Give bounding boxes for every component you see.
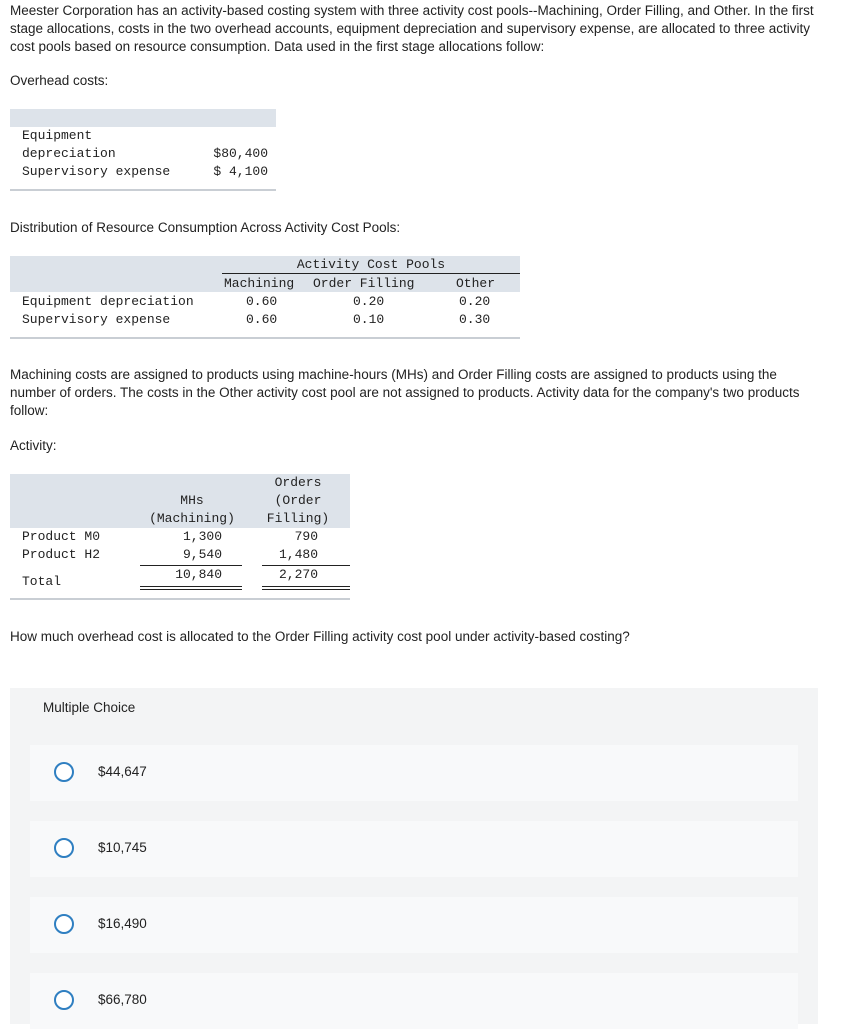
radio-circle-icon[interactable] (54, 838, 74, 858)
overhead-row1-label-b: depreciation (22, 146, 116, 161)
total-double-rule-2a (262, 586, 350, 587)
activity-table-footer (10, 598, 350, 600)
radio-circle-icon[interactable] (54, 762, 74, 782)
total-double-rule-1b (140, 589, 242, 590)
activity-total-v1: 10,840 (175, 567, 222, 582)
col-other: Other (456, 276, 496, 291)
overhead-row2-value: $ 4,100 (213, 164, 268, 179)
choice-option-4[interactable] (30, 973, 798, 1029)
dist-row1-v1: 0.60 (246, 294, 278, 309)
choice-option-1[interactable] (30, 745, 798, 801)
overhead-header-band (10, 109, 276, 127)
overhead-row1-label-a: Equipment (22, 128, 93, 143)
intro-text: Meester Corporation has an activity-based costing system with three activity cost pools--Machining, Order Filling, and Other. In the first stage allocations, costs in the two overhead accounts, equipment depreciation and supervisory expense, are allocated to three activity cost pools based on resource consumption. Data used in the first stage allocations follow: (10, 3, 814, 54)
choice-option-3[interactable] (30, 897, 798, 953)
multiple-choice-panel (10, 688, 818, 1024)
overhead-heading: Overhead costs: (10, 73, 109, 88)
total-double-rule-1a (140, 586, 242, 587)
choice-option-label: $66,780 (98, 992, 147, 1007)
col-orders-line2: (Order (274, 493, 322, 508)
activity-row1-v2: 790 (294, 529, 318, 544)
radio-circle-icon[interactable] (54, 914, 74, 934)
overhead-table-footer (10, 189, 276, 191)
activity-row1-v1: 1,300 (182, 529, 222, 544)
col-mhs-line1: MHs (180, 493, 204, 508)
multiple-choice-title: Multiple Choice (43, 700, 136, 715)
activity-total-v2: 2,270 (278, 567, 318, 582)
dist-row1-v2: 0.20 (353, 294, 385, 309)
col-mhs-line2: (Machining) (149, 511, 235, 526)
activity-total-label: Total (22, 574, 62, 589)
radio-circle-icon[interactable] (54, 990, 74, 1010)
choice-option-label: $10,745 (98, 840, 147, 855)
choice-option-2[interactable] (30, 821, 798, 877)
overhead-row2-label: Supervisory expense (22, 164, 171, 179)
col-order-filling: Order Filling (313, 276, 415, 291)
dist-row2-v3: 0.30 (459, 312, 491, 327)
choice-option-label: $16,490 (98, 916, 147, 931)
activity-row2-v1: 9,540 (182, 547, 222, 562)
dist-row2-v2: 0.10 (353, 312, 385, 327)
group-header-rule (222, 273, 520, 274)
total-double-rule-2b (262, 589, 350, 590)
overhead-row1-value: $80,400 (213, 146, 268, 161)
activity-cost-pools-header: Activity Cost Pools (296, 257, 446, 272)
distribution-table-footer (10, 337, 520, 339)
distribution-heading: Distribution of Resource Consumption Across Activity Cost Pools: (10, 220, 401, 235)
activity-row2-v2: 1,480 (278, 547, 318, 562)
col-orders-line3: Filling) (266, 511, 330, 526)
activity-row1-label: Product M0 (22, 529, 101, 544)
activity-row2-label: Product H2 (22, 547, 101, 562)
question-text: How much overhead cost is allocated to the Order Filling activity cost pool under activity-based costing? (10, 629, 630, 644)
choice-option-label: $44,647 (98, 764, 147, 779)
dist-row2-label: Supervisory expense (22, 312, 171, 327)
col-orders-line1: Orders (274, 475, 322, 490)
activity-heading: Activity: (10, 438, 57, 453)
dist-row2-v1: 0.60 (246, 312, 278, 327)
dist-row1-v3: 0.20 (459, 294, 491, 309)
dist-row1-label: Equipment depreciation (22, 294, 194, 309)
col-machining: Machining (224, 276, 295, 291)
paragraph-2: Machining costs are assigned to products using machine-hours (MHs) and Order Filling costs are assigned to products using the number of orders. The costs in the Other activity cost pool are not assigned to products. Activity data for the company's two products follow: (10, 367, 800, 418)
